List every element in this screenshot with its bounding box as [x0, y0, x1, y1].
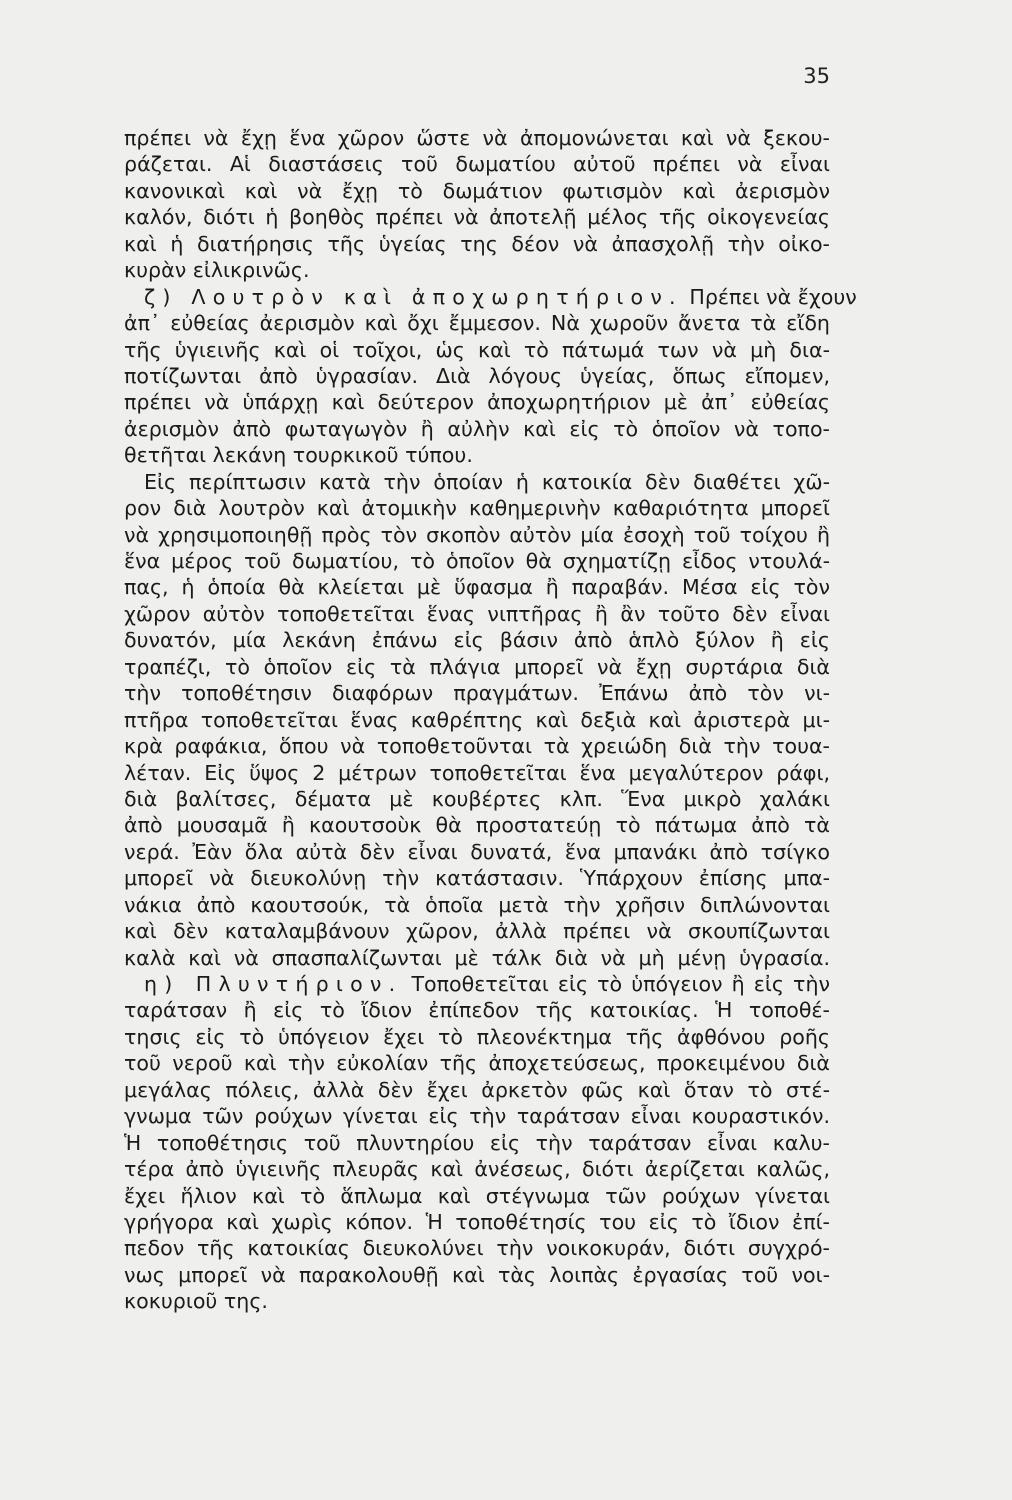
- line-text: τραπέζι, τὸ ὁποῖον εἰς τὰ πλάγια μπορεῖ νὰ ἔχῃ συρτάρια διὰ: [124, 654, 830, 679]
- text-line: [124, 760, 830, 786]
- text-line: [124, 733, 830, 759]
- line-text: δυνατόν, μία λεκάνη ἐπάνω εἰς βάσιν ἀπὸ ἁπλὸ ξύλον ἢ εἰς: [124, 628, 830, 653]
- text-line: [124, 310, 830, 336]
- line-text: κανονικαὶ καὶ νὰ ἔχῃ τὸ δωμάτιον φωτισμὸν καὶ ἀερισμὸν: [124, 178, 830, 203]
- line-text: πτῆρα τοποθετεῖται ἕνας καθρέπτης καὶ δεξιὰ καὶ ἀριστερὰ μι-: [124, 707, 830, 732]
- line-text: νὰ χρησιμοποιηθῇ πρὸς τὸν σκοπὸν αὐτὸν μία ἐσοχὴ τοῦ τοίχου ἢ: [124, 522, 830, 547]
- text-line: [124, 1024, 830, 1050]
- text-line: [124, 574, 830, 600]
- line-text: ρον διὰ λουτρὸν καὶ ἀτομικὴν καθημερινὴν καθαριότητα μπορεῖ: [124, 496, 830, 521]
- line-text: ράζεται. Αἱ διαστάσεις τοῦ δωματίου αὐτοῦ πρέπει νὰ εἶναι: [124, 152, 830, 177]
- text-line: [124, 363, 830, 389]
- line-text: χῶρον αὐτὸν τοποθετεῖται ἕνας νιπτῆρας ἢ ἂν τοῦτο δὲν εἶναι: [124, 601, 830, 626]
- line-text: τῆς ὑγιεινῆς καὶ οἱ τοῖχοι, ὡς καὶ τὸ πάτωμά των νὰ μὴ δια-: [124, 337, 830, 362]
- text-line: [124, 1235, 830, 1261]
- text-line: [124, 231, 830, 257]
- line-text: νως μπορεῖ νὰ παρακολουθῇ καὶ τὰς λοιπὰς ἐργασίας τοῦ νοι-: [124, 1262, 830, 1287]
- line-text: τοῦ νεροῦ καὶ τὴν εὐκολίαν τῆς ἀποχετεύσεως, προκειμένου διὰ: [124, 1051, 830, 1076]
- line-text: κρὰ ραφάκια, ὅπου νὰ τοποθετοῦνται τὰ χρειώδη διὰ τὴν τουα-: [124, 734, 830, 759]
- line-text: καὶ δὲν καταλαμβάνουν χῶρον, ἀλλὰ πρέπει νὰ σκουπίζωνται: [124, 919, 830, 944]
- text-line: [124, 125, 830, 151]
- line-text: νάκια ἀπὸ καουτσούκ, τὰ ὁποῖα μετὰ τὴν χρῆσιν διπλώνονται: [124, 892, 830, 917]
- line-text: πρέπει νὰ ὑπάρχῃ καὶ δεύτερον ἀποχωρητήριον μὲ ἀπ᾽ εὐθείας: [124, 390, 830, 415]
- text-line: [124, 469, 830, 495]
- line-text: καλὰ καὶ νὰ σπασπαλίζωνται μὲ τάλκ διὰ νὰ μὴ μένῃ ὑγρασία.: [124, 945, 830, 970]
- text-line: [124, 865, 830, 891]
- text-line: [124, 680, 830, 706]
- line-text: ταράτσαν ἢ εἰς τὸ ἴδιον ἐπίπεδον τῆς κατοικίας. Ἡ τοποθέ-: [124, 998, 830, 1023]
- text-line: [124, 389, 830, 415]
- text-line: [124, 812, 830, 838]
- text-line: [124, 178, 830, 204]
- page-number: 35: [803, 64, 830, 88]
- text-line: [124, 839, 830, 865]
- text-line: [124, 416, 830, 442]
- line-text: γρήγορα καὶ χωρὶς κόπον. Ἡ τοποθέτησίς του εἰς τὸ ἴδιον ἐπί-: [124, 1209, 830, 1234]
- text-line: [124, 918, 830, 944]
- text-line: [124, 786, 830, 812]
- text-line: [124, 337, 830, 363]
- section-heading-line: [124, 284, 857, 310]
- text-line: [124, 204, 830, 230]
- line-text: νερά. Ἐὰν ὅλα αὐτὰ δὲν εἶναι δυνατά, ἕνα μπανάκι ἀπὸ τσίγκο: [124, 839, 830, 864]
- text-line: [124, 601, 830, 627]
- line-text: τησις εἰς τὸ ὑπόγειον ἔχει τὸ πλεονέκτημα τῆς ἀφθόνου ροῆς: [124, 1024, 830, 1049]
- text-line: [124, 1183, 830, 1209]
- section-label: η) Πλυντήριον.: [144, 972, 403, 996]
- line-text: τέρα ἀπὸ ὑγιεινῆς πλευρᾶς καὶ ἀνέσεως, διότι ἀερίζεται καλῶς,: [124, 1157, 830, 1182]
- text-line: [124, 945, 830, 971]
- text-line: [124, 442, 830, 468]
- line-text: πας, ἡ ὁποία θὰ κλείεται μὲ ὕφασμα ἢ παραβάν. Μέσα εἰς τὸν: [124, 575, 830, 600]
- line-text: Τοποθετεῖται εἰς τὸ ὑπόγειον ἢ εἰς τὴν: [402, 972, 831, 996]
- text-line: [124, 707, 830, 733]
- text-line: [124, 892, 830, 918]
- line-text: πρέπει νὰ ἔχῃ ἕνα χῶρον ὥστε νὰ ἀπομονώνεται καὶ νὰ ξεκου-: [124, 126, 830, 150]
- text-line: [124, 1262, 830, 1288]
- line-text: διὰ βαλίτσες, δέματα μὲ κουβέρτες κλπ. Ἕνα μικρὸ χαλάκι: [124, 786, 830, 811]
- line-text: κυρὰν εἰλικρινῶς.: [124, 258, 310, 283]
- text-line: [124, 522, 830, 548]
- text-line: [124, 1130, 830, 1156]
- text-line: [124, 1103, 830, 1129]
- section-heading-line: [124, 971, 830, 997]
- line-text: μεγάλας πόλεις, ἀλλὰ δὲν ἔχει ἀρκετὸν φῶς καὶ ὅταν τὸ στέ-: [124, 1077, 830, 1102]
- line-text: γνωμα τῶν ρούχων γίνεται εἰς τὴν ταράτσαν εἶναι κουραστικόν.: [124, 1104, 830, 1129]
- text-line: [124, 151, 830, 177]
- line-text: λέταν. Εἰς ὕψος 2 μέτρων τοποθετεῖται ἕνα μεγαλύτερον ράφι,: [124, 760, 830, 785]
- line-text: τὴν τοποθέτησιν διαφόρων πραγμάτων. Ἐπάνω ἀπὸ τὸν νι-: [124, 681, 830, 706]
- body-text: [124, 125, 857, 1315]
- line-text: ἕνα μέρος τοῦ δωματίου, τὸ ὁποῖον θὰ σχηματίζῃ εἶδος ντουλά-: [124, 549, 830, 573]
- text-line: [124, 1209, 830, 1235]
- text-line: [124, 1050, 830, 1076]
- text-line: [124, 548, 830, 574]
- line-text: καλόν, διότι ἡ βοηθὸς πρέπει νὰ ἀποτελῇ μέλος τῆς οἰκογενείας: [124, 205, 830, 230]
- line-text: Εἰς περίπτωσιν κατὰ τὴν ὁποίαν ἡ κατοικία δὲν διαθέτει χῶ-: [144, 469, 830, 494]
- text-line: [124, 997, 830, 1023]
- text-line: [124, 627, 830, 653]
- text-line: [124, 1077, 830, 1103]
- line-text: καὶ ἡ διατήρησις τῆς ὑγείας της δέον νὰ ἀπασχολῇ τὴν οἰκο-: [124, 231, 830, 256]
- text-line: [124, 495, 830, 521]
- text-line: [124, 1288, 830, 1314]
- line-text: ἀπ᾽ εὐθείας ἀερισμὸν καὶ ὄχι ἔμμεσον. Νὰ χωροῦν ἄνετα τὰ εἴδη: [124, 311, 830, 336]
- line-text: ἔχει ἥλιον καὶ τὸ ἅπλωμα καὶ στέγνωμα τῶν ρούχων γίνεται: [124, 1183, 830, 1208]
- text-line: [124, 1156, 830, 1182]
- line-text: ποτίζωνται ἀπὸ ὑγρασίαν. Διὰ λόγους ὑγείας, ὅπως εἴπομεν,: [124, 363, 830, 388]
- section-label: ζ) Λουτρὸν καὶ ἀποχωρητήριον.: [144, 284, 683, 309]
- line-text: πεδον τῆς κατοικίας διευκολύνει τὴν νοικοκυράν, διότι συγχρό-: [124, 1236, 830, 1261]
- line-text: κοκυριοῦ της.: [124, 1289, 268, 1314]
- line-text: θετῆται λεκάνη τουρκικοῦ τύπου.: [124, 443, 473, 468]
- line-text: ἀερισμὸν ἀπὸ φωταγωγὸν ἢ αὐλὴν καὶ εἰς τὸ ὁποῖον νὰ τοπο-: [124, 416, 830, 441]
- line-text: Ἡ τοποθέτησις τοῦ πλυντηρίου εἰς τὴν ταράτσαν εἶναι καλυ-: [124, 1130, 830, 1155]
- line-text: Πρέπει νὰ ἔχουν: [682, 284, 857, 309]
- line-text: ἀπὸ μουσαμᾶ ἢ καουτσοὺκ θὰ προστατεύῃ τὸ πάτωμα ἀπὸ τὰ: [124, 813, 830, 838]
- line-text: μπορεῖ νὰ διευκολύνῃ τὴν κατάστασιν. Ὑπάρχουν ἐπίσης μπα-: [124, 866, 830, 891]
- text-line: [124, 257, 830, 283]
- text-line: [124, 654, 830, 680]
